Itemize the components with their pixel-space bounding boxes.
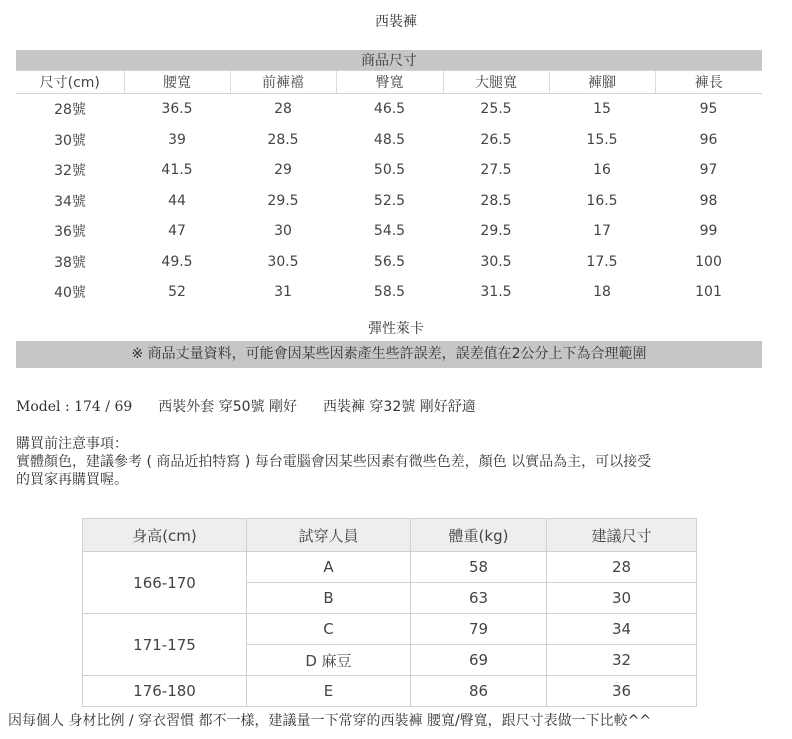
size-chart-header-cell: 腰寬	[124, 71, 230, 94]
tester-name-cell: D 麻豆	[247, 645, 411, 676]
size-chart-cell: 50.5	[373, 162, 406, 179]
size-chart-cell: 28號	[54, 102, 86, 119]
size-chart-header-cell: 褲長	[655, 71, 762, 94]
model-jacket-size: 西裝外套 穿50號 剛好	[158, 399, 297, 415]
size-chart-row	[16, 277, 762, 308]
size-chart-header-cell: 尺寸(cm)	[16, 71, 124, 94]
suggested-size-cell: 36	[547, 676, 697, 707]
size-chart-caption: 商品尺寸	[16, 50, 762, 71]
size-chart-cell: 28.5	[480, 192, 512, 209]
tester-name-cell: E	[247, 676, 411, 707]
footer-note: 因每個人 身材比例 / 穿衣習慣 都不一樣，建議量一下常穿的西裝褲 腰寬/臀寬，跟尺寸表做一下比較^^	[8, 713, 652, 729]
size-chart-cell: 96	[699, 131, 718, 148]
height-range-cell: 171-175	[83, 614, 247, 676]
size-chart-cell: 15	[593, 101, 611, 118]
size-chart-cell: 97	[699, 162, 718, 179]
size-chart-cell: 17.5	[586, 253, 618, 270]
size-chart-cell: 40號	[54, 285, 86, 302]
fit-table-row	[83, 552, 697, 583]
size-chart-cell: 15.5	[586, 131, 618, 148]
size-chart-cell: 101	[695, 284, 722, 301]
tester-name-cell: C	[247, 614, 411, 645]
size-chart-cell: 30.5	[267, 253, 299, 270]
height-range-cell: 176-180	[83, 676, 247, 707]
notice-line: 實體顏色，建議參考 ( 商品近拍特寫 ) 每台電腦會因某些因素有微些色差，顏色 以實品為主，可以接受	[16, 454, 652, 470]
suggested-size-cell: 34	[547, 614, 697, 645]
size-chart-header-cell: 臀寬	[336, 71, 443, 94]
weight-cell: 58	[411, 552, 547, 583]
page-title: 西裝褲	[375, 14, 417, 30]
size-chart-row	[16, 94, 762, 125]
size-chart-cell: 29	[274, 162, 292, 179]
size-chart-cell: 49.5	[161, 253, 193, 270]
fit-table-header-cell: 建議尺寸	[547, 519, 697, 552]
size-chart-row	[16, 247, 762, 278]
size-chart-cell: 39	[168, 131, 186, 148]
size-chart-cell: 30	[274, 223, 292, 240]
size-chart-row	[16, 186, 762, 217]
size-chart-cell: 18	[593, 284, 611, 301]
notice-heading: 購買前注意事項：	[16, 436, 128, 452]
size-chart-cell: 95	[699, 101, 718, 118]
fit-table-body	[83, 552, 697, 707]
fit-suggestion-table	[82, 518, 697, 707]
fit-table-header-cell: 試穿人員	[247, 519, 411, 552]
size-chart-cell: 28	[274, 101, 292, 118]
size-chart-cell: 52.5	[373, 192, 406, 209]
size-chart-cell: 98	[699, 192, 718, 209]
elastic-note: 彈性萊卡	[368, 321, 424, 337]
weight-cell: 63	[411, 583, 547, 614]
size-chart-cell: 25.5	[480, 101, 512, 118]
size-chart-cell: 31	[274, 284, 292, 301]
model-info	[16, 396, 502, 416]
size-chart-cell: 31.5	[480, 284, 512, 301]
weight-cell: 69	[411, 645, 547, 676]
size-chart-cell: 56.5	[373, 253, 406, 270]
suggested-size-cell: 28	[547, 552, 697, 583]
size-chart-cell: 16	[593, 162, 611, 179]
size-chart-header-cell: 前褲襠	[230, 71, 336, 94]
size-chart-cell: 34號	[54, 193, 86, 210]
size-chart-cell: 100	[695, 253, 722, 270]
fit-table-header-cell: 體重(kg)	[411, 519, 547, 552]
size-chart-body	[16, 94, 762, 308]
size-chart-row	[16, 125, 762, 156]
size-chart-cell: 16.5	[586, 192, 618, 209]
fit-table-row	[83, 614, 697, 645]
model-pants-size: 西裝褲 穿32號 剛好舒適	[322, 399, 476, 415]
size-chart-cell: 52	[168, 284, 186, 301]
fit-table-header-cell: 身高(cm)	[83, 519, 247, 552]
height-range-cell: 166-170	[83, 552, 247, 614]
size-chart-cell: 28.5	[267, 131, 299, 148]
size-chart-row	[16, 155, 762, 186]
size-chart-cell: 48.5	[373, 131, 406, 148]
size-chart-cell: 36號	[54, 224, 86, 241]
measurement-note: ※ 商品丈量資料，可能會因某些因素產生些許誤差，誤差值在2公分上下為合理範圍	[16, 341, 762, 368]
size-chart-header-row	[16, 71, 762, 94]
notice-line: 的買家再購買喔。	[16, 472, 128, 488]
size-chart-cell: 27.5	[480, 162, 512, 179]
tester-name-cell: B	[247, 583, 411, 614]
size-chart-cell: 29.5	[480, 223, 512, 240]
purchase-notice	[16, 435, 766, 489]
size-chart-cell: 54.5	[373, 223, 406, 240]
size-chart-row	[16, 216, 762, 247]
fit-table-header-row	[83, 519, 697, 552]
size-chart-cell: 38號	[54, 254, 86, 271]
size-chart-cell: 17	[593, 223, 611, 240]
size-chart-cell: 99	[699, 223, 718, 240]
size-chart-cell: 29.5	[267, 192, 299, 209]
size-chart-cell: 58.5	[373, 284, 406, 301]
model-measurements: Model : 174 / 69	[16, 399, 133, 415]
weight-cell: 79	[411, 614, 547, 645]
size-chart-cell: 30號	[54, 132, 86, 149]
size-chart-cell: 36.5	[161, 101, 193, 118]
size-chart-header-cell: 褲腳	[549, 71, 655, 94]
size-chart-cell: 32號	[54, 163, 86, 180]
size-chart-cell: 30.5	[480, 253, 512, 270]
size-chart-header-cell: 大腿寬	[443, 71, 549, 94]
size-chart-cell: 41.5	[161, 162, 193, 179]
weight-cell: 86	[411, 676, 547, 707]
size-chart-cell: 26.5	[480, 131, 512, 148]
size-chart-cell: 46.5	[373, 101, 406, 118]
suggested-size-cell: 32	[547, 645, 697, 676]
size-chart-cell: 44	[168, 192, 186, 209]
suggested-size-cell: 30	[547, 583, 697, 614]
fit-table-row	[83, 676, 697, 707]
tester-name-cell: A	[247, 552, 411, 583]
size-chart-table	[16, 50, 762, 308]
size-chart-cell: 47	[168, 223, 186, 240]
